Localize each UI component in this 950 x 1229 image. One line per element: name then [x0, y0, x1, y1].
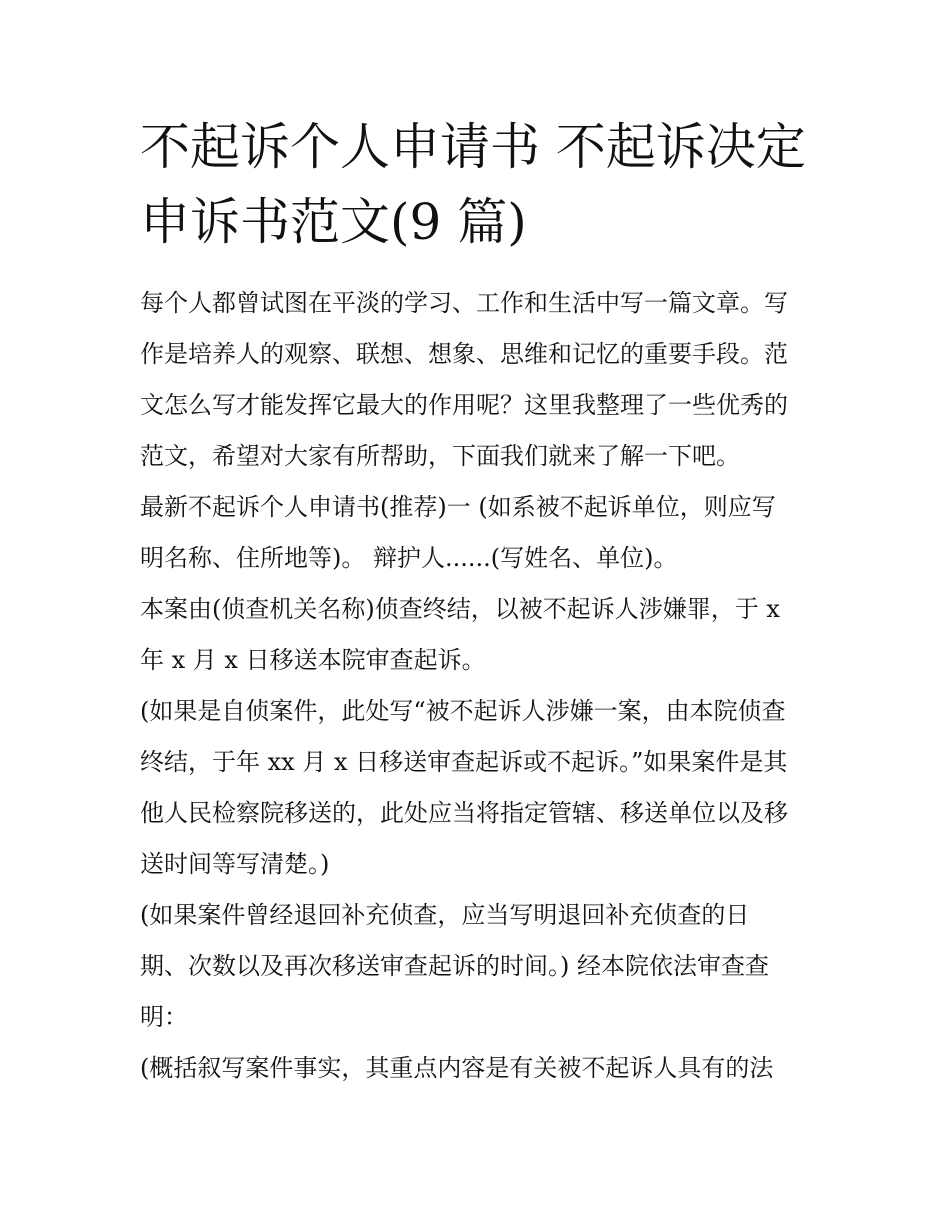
- document-title: [140, 110, 820, 260]
- body-line: 期、次数以及再次移送审查起诉的时间。) 经本院依法审查查: [140, 952, 769, 980]
- body-line: 最新不起诉个人申请书(推荐)一 (如系被不起诉单位，则应写: [140, 493, 776, 521]
- body-line: 每个人都曾试图在平淡的学习、工作和生活中写一篇文章。写: [140, 289, 788, 317]
- body-line: 终结，于年 xx 月 x 日移送审查起诉或不起诉。”如果案件是其: [140, 748, 788, 776]
- body-line: 明名称、住所地等)。 辩护人......(写姓名、单位)。: [140, 544, 678, 572]
- body-line: 文怎么写才能发挥它最大的作用呢？这里我整理了一些优秀的: [140, 391, 788, 419]
- title-line-1: 不起诉个人申请书 不起诉决定: [140, 118, 806, 176]
- body-line: 送时间等写清楚。): [140, 850, 330, 878]
- body-line: (概括叙写案件事实，其重点内容是有关被不起诉人具有的法: [140, 1054, 774, 1082]
- body-line: (如果是自侦案件，此处写“被不起诉人涉嫌一案，由本院侦查: [140, 697, 786, 725]
- document-body: [140, 278, 820, 1094]
- body-line: 他人民检察院移送的，此处应当将指定管辖、移送单位以及移: [140, 799, 788, 827]
- body-line: 本案由(侦查机关名称)侦查终结，以被不起诉人涉嫌罪，于 x: [140, 595, 780, 623]
- body-line: 年 x 月 x 日移送本院审查起诉。: [140, 646, 486, 674]
- body-line: 范文，希望对大家有所帮助，下面我们就来了解一下吧。: [140, 442, 740, 470]
- body-line: (如果案件曾经退回补充侦查，应当写明退回补充侦查的日: [140, 901, 750, 929]
- body-line: 明：: [140, 1003, 188, 1031]
- title-line-2: 申诉书范文(9 篇): [140, 193, 527, 251]
- body-line: 作是培养人的观察、联想、想象、思维和记忆的重要手段。范: [140, 340, 788, 368]
